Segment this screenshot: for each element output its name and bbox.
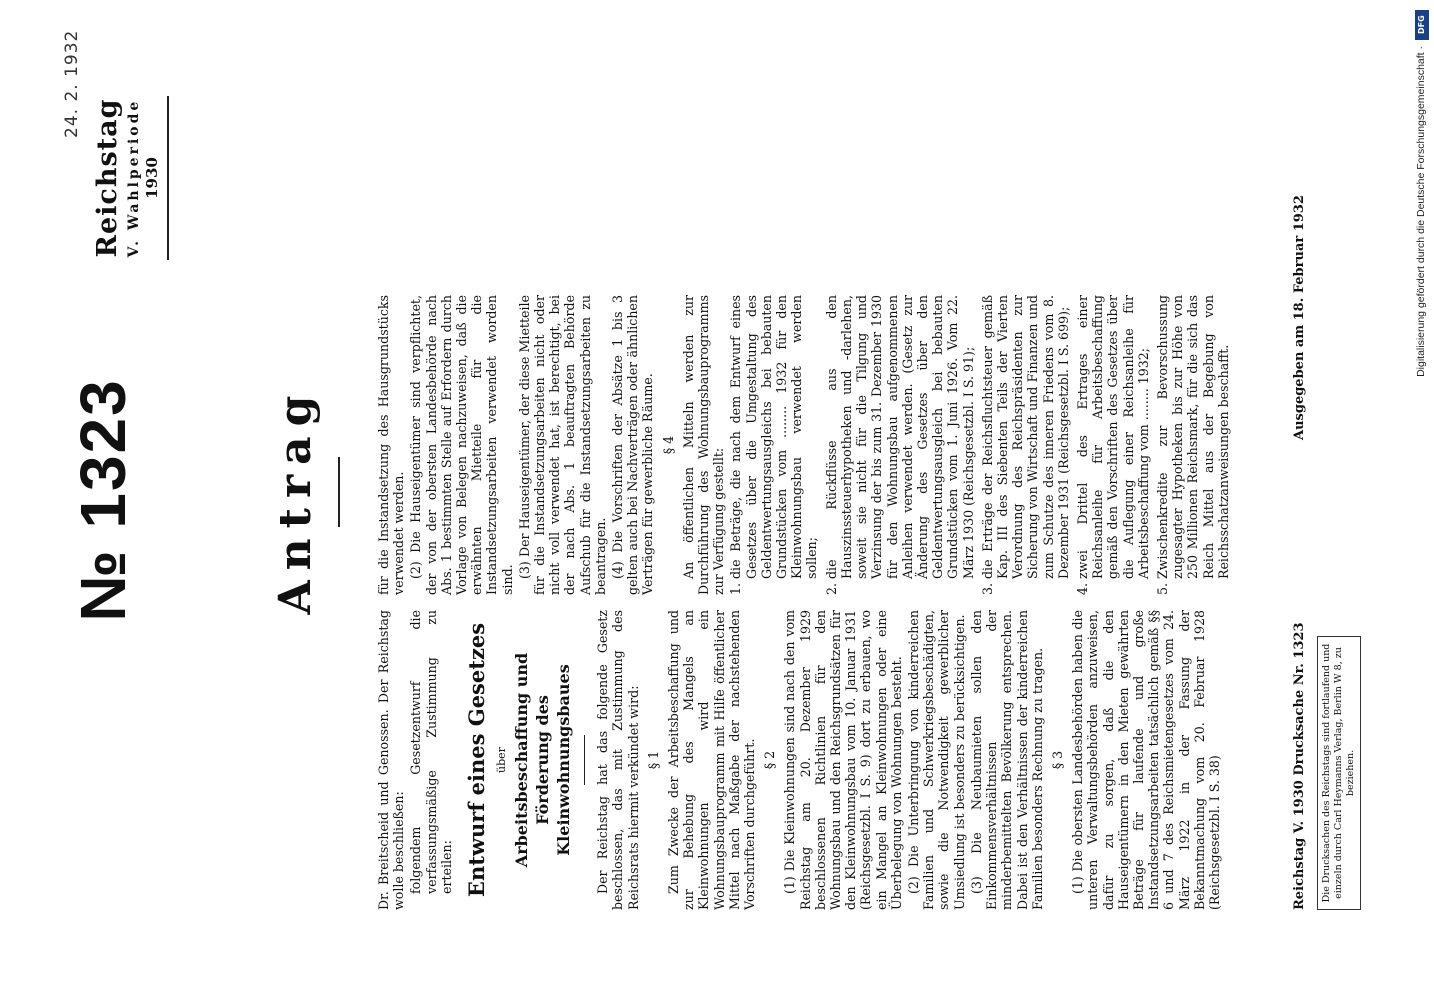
section-2-para-2: (2) Die Unterbringung von kinderreichen Familien und Schwerkriegsbeschädigten, sowie die Notwendigkeit gewerblicher Umsiedlung ist besonders zu berücksichtigen. bbox=[906, 610, 967, 910]
section-2-heading: § 2 bbox=[762, 750, 778, 770]
intro-request: folgendem Gesetzentwurf die verfassungsmäßige Zustimmung zu erteilen: bbox=[408, 610, 454, 894]
section-4-intro: An öffentlichen Mitteln werden zur Durchführung des Wohnungsbauprogramms zur Verfügung gestellt: bbox=[680, 295, 727, 595]
list-item: 3. die Erträge der Reichsfluchtsteuer gemäß Kap. III des Siebenten Teils der Vierten Verordnung des Reichspräsidenten zur Sicherung von Wirtschaft und Finanzen und zum Schutze des inneren Friedens vom 8. Dezember 1931 (Reichsgesetzbl. I S. 699); bbox=[979, 295, 1071, 595]
section-3-para-2: (2) Die Hauseigentümer sind verpflichtet, der von der obersten Landesbehörde nach Abs. 1 bestimmten Stelle auf Erfordern durch Vorlage von Belegen nachzuweisen, daß die erwähnten Mietteile für die Instandsetzungsarbeiten verwendet worden sind. bbox=[408, 295, 515, 595]
legislative-period: V. Wahlperiode bbox=[126, 98, 142, 258]
footer-line bbox=[1292, 70, 1307, 910]
section-3-heading: § 3 bbox=[1049, 750, 1065, 770]
footer-print-number: Reichstag V. 1930 Drucksache Nr. 1323 bbox=[1292, 622, 1307, 910]
bill-subject: Arbeitsbeschaffung und Förderung des Kleinwohnungsbaues bbox=[512, 652, 574, 868]
section-3-para-3: (3) Der Hauseigentümer, der diese Mietteile für die Instandsetzungsarbeiten nicht oder nicht voll verwendet hat, ist berechtigt, bei der nach Abs. 1 beauftragten Behörde Aufschub für die Instandsetzungsarbeiten zu beantragen. bbox=[516, 295, 608, 595]
bill-ueber: über bbox=[495, 747, 509, 773]
section-1-text: Zum Zwecke der Arbeitsbeschaffung und zur Behebung des Mangels an Kleinwohnungen wird ein Wohnungsbauprogramm mit Hilfe öffentlicher Mittel nach Maßgabe der nachstehenden Vorschriften durchgeführt. bbox=[666, 610, 758, 910]
bill-title: Entwurf eines Gesetzes bbox=[464, 622, 490, 898]
section-1-heading: § 1 bbox=[645, 750, 661, 770]
funding-note: Digitalisierung gefördert durch die Deutsche Forschungsgemeinschaft · bbox=[1415, 46, 1427, 377]
section-4-heading: § 4 bbox=[660, 435, 676, 455]
left-column bbox=[376, 610, 1224, 910]
section-3-para-1: (1) Die obersten Landesbehörden haben die unteren Verwaltungsbehörden anzuweisen, dafür zu sorgen, daß die den Hauseigentümern in den Mieten gewährten Beträge für laufende und große Instandsetzungsarbeiten tatsächlich gemäß §§ 6 und 7 des Reichsmietengesetzes vom 24. März 1922 in der Fassung der Bekanntmachung vom 20. Februar 1928 (Reichsgesetzbl. I S. 38) bbox=[1070, 610, 1222, 910]
section-2-para-3: (3) Die Neubaumieten sollen den Einkommensverhältnissen der minderbemittelten Bevölkerung entsprechen. Dabei ist den Verhältnissen der kinderreichen Familien besonders Rechnung zu tragen. bbox=[968, 610, 1045, 910]
parliament-name: Reichstag bbox=[92, 98, 123, 258]
section-3-continuation: für die Instandsetzung des Hausgrundstücks verwendet werden. bbox=[376, 295, 407, 595]
list-item: 5. Zwischenkredite zur Bevorschussung zugesagter Hypotheken bis zur Höhe von 250 Millionen Reichsmark, für die sich das Reich Mittel aus der Begebung von Reichsschatzanweisungen beschafft. bbox=[1154, 295, 1231, 595]
publisher-note: Die Drucksachen des Reichstags sind fortlaufend und einzeln durch Carl Heymanns Verlag, Berlin W 8, zu beziehen. bbox=[1317, 636, 1361, 910]
enactment-clause: Der Reichstag hat das folgende Gesetz beschlossen, das mit Zustimmung des Reichsrats hiermit verkündet wird: bbox=[595, 610, 641, 910]
document-number: № 1323 bbox=[67, 378, 139, 622]
list-item: 1. die Beträge, die nach dem Entwurf eines Gesetzes über die Umgestaltung des Geldentwertungsausgleichs bei bebauten Grundstücken vom ........ 1932 für den Kleinwohnungsbau verwendet werden sollen; bbox=[728, 295, 820, 595]
period-year: 1930 bbox=[143, 157, 161, 199]
intro-text: Dr. Breitscheid und Genossen. Der Reichstag wolle beschließen: bbox=[376, 610, 407, 910]
document-date: 24. 2. 1932 bbox=[62, 29, 82, 138]
section-3-para-4: (4) Die Vorschriften der Absätze 1 bis 3 gelten auch bei Nachverträgen oder ähnlichen Verträgen für gewerbliche Räume. bbox=[610, 295, 656, 595]
list-item: 4. zwei Drittel des Ertrages einer Reichsanleihe für Arbeitsbeschaffung gemäß den Vorschriften des Gesetzes über die Auflegung einer Reichsanleihe für Arbeitsbeschaffung vom ........ 1932; bbox=[1074, 295, 1151, 595]
list-item: 2. die Rückflüsse aus den Hauszinssteuerhypotheken und -darlehen, soweit sie nicht für die Tilgung und Verzinsung der bis zum 31. Dezember 1930 für den Wohnungsbau aufgenommenen Anleihen verwendet werden. (Gesetz zur Änderung des Gesetzes über den Geldentwertungsausgleich bei bebauten Grundstücken vom 1. Juni 1926. Vom 22. März 1930 (Reichsgesetzbl. I S. 91); bbox=[823, 295, 976, 595]
funding-strip bbox=[1413, 6, 1431, 994]
right-column bbox=[376, 295, 1235, 595]
separator bbox=[584, 735, 585, 785]
footer-issue-date: Ausgegeben am 18. Februar 1932 bbox=[1292, 195, 1307, 440]
section-2-para-1: (1) Die Kleinwohnungen sind nach den vom Reichstag am 20. Dezember 1929 beschlossenen Richtlinien für den Wohnungsbau und den Reichsgrundsätzen für den Kleinwohnungsbau vom 10. Januar 1931 (Reichsgesetzbl. I S. 9) dort zu erbauen, wo ein Mangel an Kleinwohnungen oder eine Überbelegung von Wohnungen besteht. bbox=[782, 610, 904, 910]
dfg-logo: DFG bbox=[1415, 10, 1429, 40]
title-rule bbox=[338, 457, 340, 527]
document-title: Antrag bbox=[270, 385, 321, 615]
